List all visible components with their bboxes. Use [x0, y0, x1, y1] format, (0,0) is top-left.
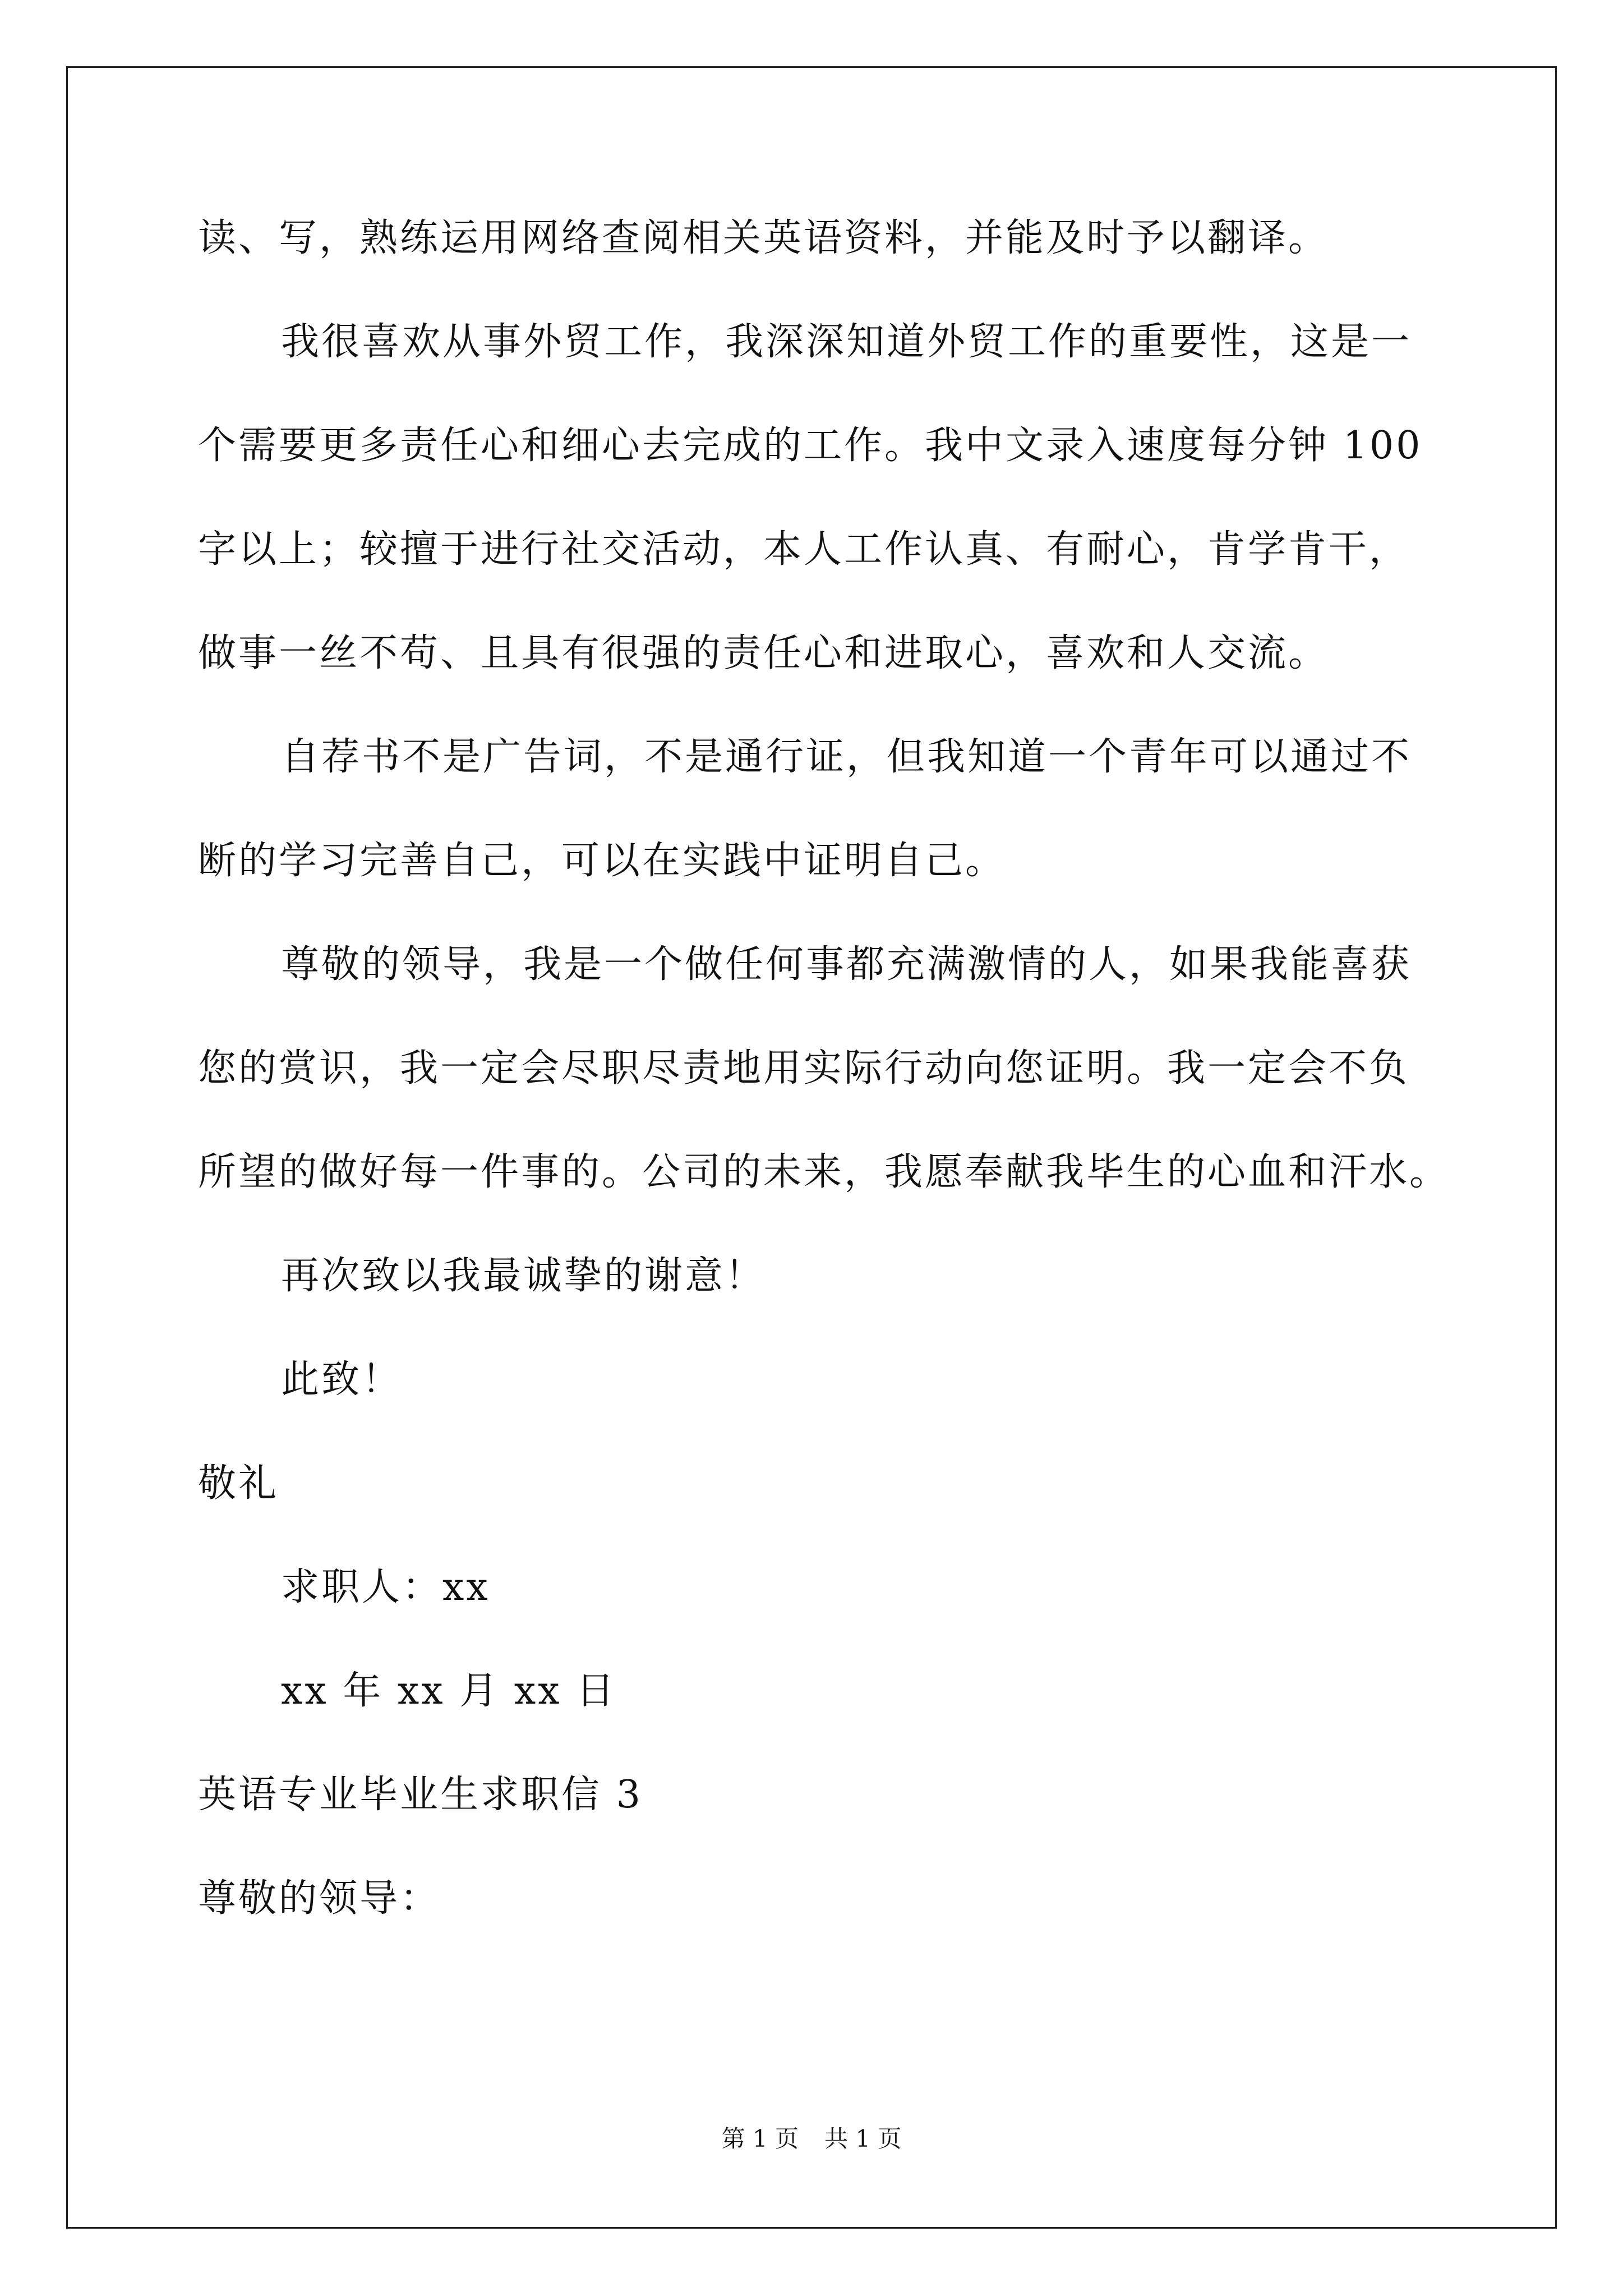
page-total: 共 1 页: [824, 2125, 902, 2152]
applicant-signature: 求职人：xx: [281, 1565, 490, 1609]
paragraph-start: 尊敬的领导，我是一个做任何事都充满激情的人，如果我能喜获: [281, 942, 1412, 987]
paragraph-start: 自荐书不是广告词，不是通行证，但我知道一个青年可以通过不: [281, 735, 1412, 779]
text-line: 您的赏识，我一定会尽职尽责地用实际行动向您证明。我一定会不负: [198, 1046, 1410, 1091]
text-line: 字以上；较擅于进行社交活动，本人工作认真、有耐心，肯学肯干，: [198, 527, 1410, 572]
text-line: 读、写，熟练运用网络查阅相关英语资料，并能及时予以翻译。: [198, 216, 1329, 260]
greeting: 尊敬的领导：: [198, 1876, 441, 1921]
text-line: 所望的做好每一件事的。公司的未来，我愿奉献我毕生的心血和汗水。: [198, 1150, 1450, 1194]
closing-salutation: 此致！: [281, 1358, 403, 1402]
closing-regards: 敬礼: [198, 1461, 279, 1506]
section-title: 英语专业毕业生求职信 3: [198, 1773, 643, 1817]
letter-date: xx 年 xx 月 xx 日: [281, 1669, 617, 1713]
page-footer: [0, 2125, 1623, 2153]
text-line: 断的学习完善自己，可以在实践中证明自己。: [198, 839, 1006, 883]
text-line: 个需要更多责任心和细心去完成的工作。我中文录入速度每分钟 100: [198, 424, 1423, 468]
closing-thanks: 再次致以我最诚挚的谢意！: [281, 1254, 766, 1298]
paragraph-start: 我很喜欢从事外贸工作，我深深知道外贸工作的重要性，这是一: [281, 320, 1412, 364]
page-number: 第 1 页: [721, 2125, 799, 2152]
text-line: 做事一丝不苟、且具有很强的责任心和进取心，喜欢和人交流。: [198, 631, 1329, 675]
